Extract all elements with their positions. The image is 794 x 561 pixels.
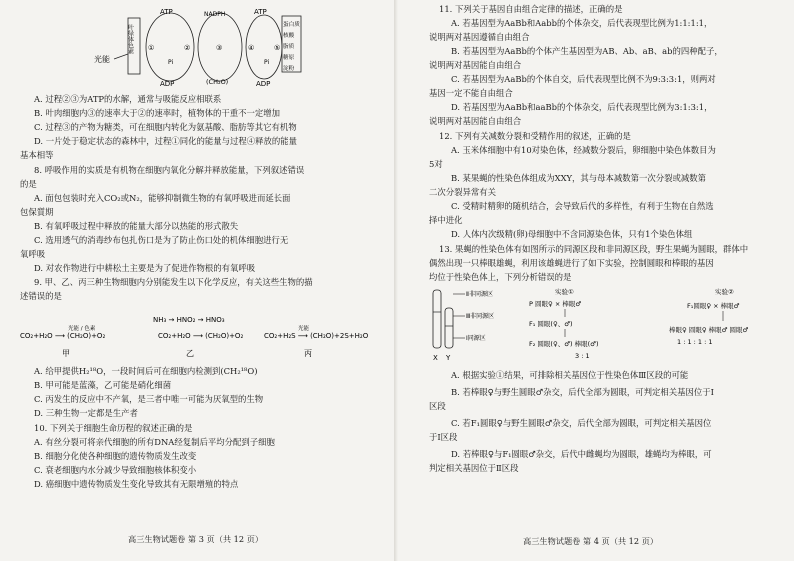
page-gutter	[394, 0, 398, 561]
photosynthesis-cycle-diagram	[92, 2, 302, 90]
q10-option-d: D. 癌细胞中遗传物质发生变化导致其有无限增殖的特点	[34, 479, 239, 489]
step-3-label: ③	[216, 44, 223, 52]
q12-option-c: C. 受精时精卵的随机结合，会导致后代的多样性，有利于生物在自然选	[451, 201, 714, 211]
q8-option-b: B. 有氧呼吸过程中释放的能量大部分以热能的形式散失	[34, 221, 239, 231]
q13-stem-1: 13. 果蝇的性染色体有如图所示的同源区段和非同源区段，野生果蝇为圆眼，群体中	[439, 244, 749, 254]
q12-option-a: A. 玉米体细胞中有10对染色体，经减数分裂后，卵细胞中染色体数目为	[451, 145, 716, 155]
light-energy-label: 光能	[94, 55, 110, 64]
q9-option-c: C. 丙发生的反应中不产氧，是三者中唯一可能为厌氧型的生物	[34, 394, 264, 404]
q11-option-b-cont: 说明两对基因能自由组合	[429, 60, 522, 70]
q11-option-d-cont: 说明两对基因能自由组合	[429, 116, 522, 126]
exp2-ratio: 1 : 1 : 1 : 1	[677, 338, 713, 346]
q9-reaction-equations	[18, 308, 388, 360]
label-bing: 丙	[304, 349, 312, 358]
ch2o-label: (CH₂O)	[206, 78, 229, 86]
exp1-f2: F₂ 圆眼(♀、♂) 棒眼(♂)	[529, 340, 599, 348]
q9-option-a: A. 给甲提供H₂¹⁸O，一段时间后可在细胞内检测到(CH₂¹⁸O)	[34, 366, 258, 376]
q12-option-c-cont: 择中进化	[429, 215, 463, 225]
q13-option-b-cont: 区段	[429, 401, 446, 411]
label-jia: 甲	[62, 349, 70, 358]
exp1-title: 实验①	[555, 288, 574, 296]
exp1-f1: F₁ 圆眼(♀、♂)	[529, 320, 573, 328]
product-2: 核酸	[283, 33, 295, 39]
yi-equation-left: NH₃ → HNO₂ → HNO₃	[153, 316, 225, 324]
q8-option-c-cont: 氧呼吸	[20, 249, 46, 259]
x-label: X	[433, 354, 438, 362]
q8-option-a: A. 面包包装时充入CO₂或N₂，能够抑制微生物的有氧呼吸进而延长面	[34, 193, 291, 203]
q13-option-c: C. 若F₁圆眼♀与野生圆眼♂杂交，后代全部为圆眼，可判定相关基因位	[451, 418, 712, 428]
page-4	[399, 0, 794, 561]
atp-label-2: ATP	[254, 8, 267, 16]
q10-option-a: A. 有丝分裂可将亲代细胞的所有DNA经复制后平均分配到子细胞	[34, 437, 275, 447]
region-3-label: Ⅲ非同源区	[466, 313, 495, 320]
q9-stem-1: 9. 甲、乙、丙三种生物细胞内分别能发生以下化学反应，有关这些生物的描	[34, 277, 313, 287]
page-3	[0, 0, 393, 561]
nadph-label: NADPH	[204, 11, 226, 18]
chromosome-y	[445, 308, 453, 348]
q12-stem: 12. 下列有关减数分裂和受精作用的叙述，正确的是	[439, 131, 631, 141]
q13-option-b: B. 若棒眼♀与野生圆眼♂杂交，后代全部为圆眼，可判定相关基因位于Ⅰ	[451, 387, 714, 397]
q12-option-b: B. 某果蝇的性染色体组成为XXY，其与母本减数第一次分裂或减数第	[451, 173, 707, 183]
adp-label-1: ADP	[160, 80, 175, 88]
q8-stem-2: 的是	[20, 179, 37, 189]
q8-option-c: C. 选用透气的消毒纱布包扎伤口是为了防止伤口处的机体细胞进行无	[34, 235, 289, 245]
jia-condition: 光能 / 色素	[68, 326, 96, 332]
q7-option-d-cont: 基本相等	[20, 150, 54, 160]
product-5: 淀粉	[283, 66, 295, 72]
exp2-parents: F₁圆眼♀ × 棒眼♂	[687, 302, 740, 310]
q13-option-c-cont: 于Ⅰ区段	[429, 432, 458, 442]
region-2-label: Ⅱ非同源区	[466, 291, 493, 298]
q8-stem-1: 8. 呼吸作用的实质是有机物在细胞内氧化分解并释放能量，下列叙述错误	[34, 165, 305, 175]
label-yi: 乙	[186, 349, 194, 358]
q7-option-d: D. 一片处于稳定状态的森林中，过程①同化的能量与过程④释放的能量	[34, 136, 297, 146]
pigment-label: 叶绿体色素	[126, 24, 134, 54]
bing-condition: 光能	[298, 326, 310, 332]
q13-stem-3: 均位于性染色体上，下列分析错误的是	[429, 272, 572, 282]
q13-option-d: D. 若棒眼♀与F₁圆眼♂杂交，后代中雌蝇均为圆眼，雄蝇均为棒眼，可	[451, 449, 712, 459]
q13-sex-chromosome-figure	[425, 286, 791, 364]
q11-option-a-cont: 说明两对基因遵循自由组合	[429, 32, 530, 42]
pi-label-2: Pi	[264, 59, 270, 66]
q9-option-d: D. 三种生物一定都是生产者	[34, 408, 138, 418]
q13-stem-2: 偶然出现一只棒眼雄蝇，利用该雄蝇进行了如下实验，控制圆眼和棒眼的基因	[429, 258, 714, 268]
q7-option-b: B. 叶肉细胞内③的速率大于②的速率时，植物体的干重不一定增加	[34, 108, 280, 118]
adp-label-2: ADP	[256, 80, 271, 88]
jia-equation: CO₂+H₂O ⟶ (CH₂O)+O₂	[20, 332, 106, 340]
q9-option-b: B. 甲可能是蓝藻，乙可能是硝化细菌	[34, 380, 172, 390]
q11-option-c-cont: 基因一定不能自由组合	[429, 88, 513, 98]
q12-option-d: D. 人体内次级精(卵)母细胞中不含同源染色体，只有1个染色体组	[451, 229, 693, 239]
step-1-label: ①	[148, 44, 155, 52]
pi-label-1: Pi	[168, 59, 174, 66]
q13-option-a: A. 根据实验①结果，可排除相关基因位于性染色体Ⅲ区段的可能	[451, 370, 689, 380]
atp-label-1: ATP	[160, 8, 173, 16]
exp2-title: 实验②	[715, 288, 734, 296]
yi-equation-right: CO₂+H₂O ⟶ (CH₂O)+O₂	[158, 332, 244, 340]
page-4-footer: 高三生物试题卷 第 4 页（共 12 页）	[523, 536, 659, 546]
q12-option-a-cont: 5对	[429, 159, 443, 169]
q9-stem-2: 述错误的是	[20, 291, 62, 301]
q7-option-c: C. 过程③的产物为糖类，可在细胞内转化为氨基酸、脂肪等其它有机物	[34, 122, 297, 132]
q10-option-c: C. 衰老细胞内水分减少导致细胞核体积变小	[34, 465, 197, 475]
product-1: 蛋白质	[283, 22, 300, 28]
q11-option-c: C. 若基因型为AaBb的个体自交，后代表现型比例不为9:3:3:1，则两对	[451, 74, 716, 84]
region-1-label: Ⅰ同源区	[466, 335, 486, 342]
exp2-offspring: 棒眼♀ 圆眼♀ 棒眼♂ 圆眼♂	[669, 326, 749, 334]
step-4-label: ④	[248, 44, 255, 52]
exp1-parents: P 圆眼♀ × 棒眼♂	[529, 300, 582, 308]
q12-option-b-cont: 二次分裂异常有关	[429, 187, 496, 197]
y-label: Y	[446, 354, 451, 362]
q8-option-a-cont: 包保質期	[20, 207, 54, 217]
bing-equation: CO₂+H₂S ⟶ (CH₂O)+2S+H₂O	[264, 332, 369, 340]
step-5-label: ⑤	[274, 44, 281, 52]
chromosome-x	[433, 290, 441, 348]
product-4: 糖原	[283, 55, 295, 61]
q10-option-b: B. 细胞分化使各种细胞的遗传物质发生改变	[34, 451, 197, 461]
product-3: 脂质	[283, 44, 295, 50]
page-3-footer: 高三生物试题卷 第 3 页（共 12 页）	[128, 534, 264, 544]
exp1-ratio: 3 : 1	[575, 352, 590, 360]
step-2-label: ②	[184, 44, 191, 52]
q11-stem: 11. 下列关于基因自由组合定律的描述，正确的是	[439, 4, 623, 14]
q13-option-d-cont: 判定相关基因位于Ⅱ区段	[429, 463, 519, 473]
q11-option-b: B. 若基因型为AaBb的个体产生基因型为AB、Ab、aB、ab的四种配子，	[451, 46, 723, 56]
q8-option-d: D. 对农作物进行中耕松土主要是为了促进作物根的有氧呼吸	[34, 263, 256, 273]
q11-option-d: D. 若基因型为AaBb和aaBb的个体杂交，后代表现型比例为3:1:3:1，	[451, 102, 713, 112]
q10-stem: 10. 下列关于细胞生命历程的叙述正确的是	[34, 423, 193, 433]
q7-option-a: A. 过程②③为ATP的水解，通常与吸能反应相联系	[34, 94, 222, 104]
q11-option-a: A. 若基因型为AaBb和Aabb的个体杂交，后代表现型比例为1:1:1:1，	[451, 18, 713, 28]
